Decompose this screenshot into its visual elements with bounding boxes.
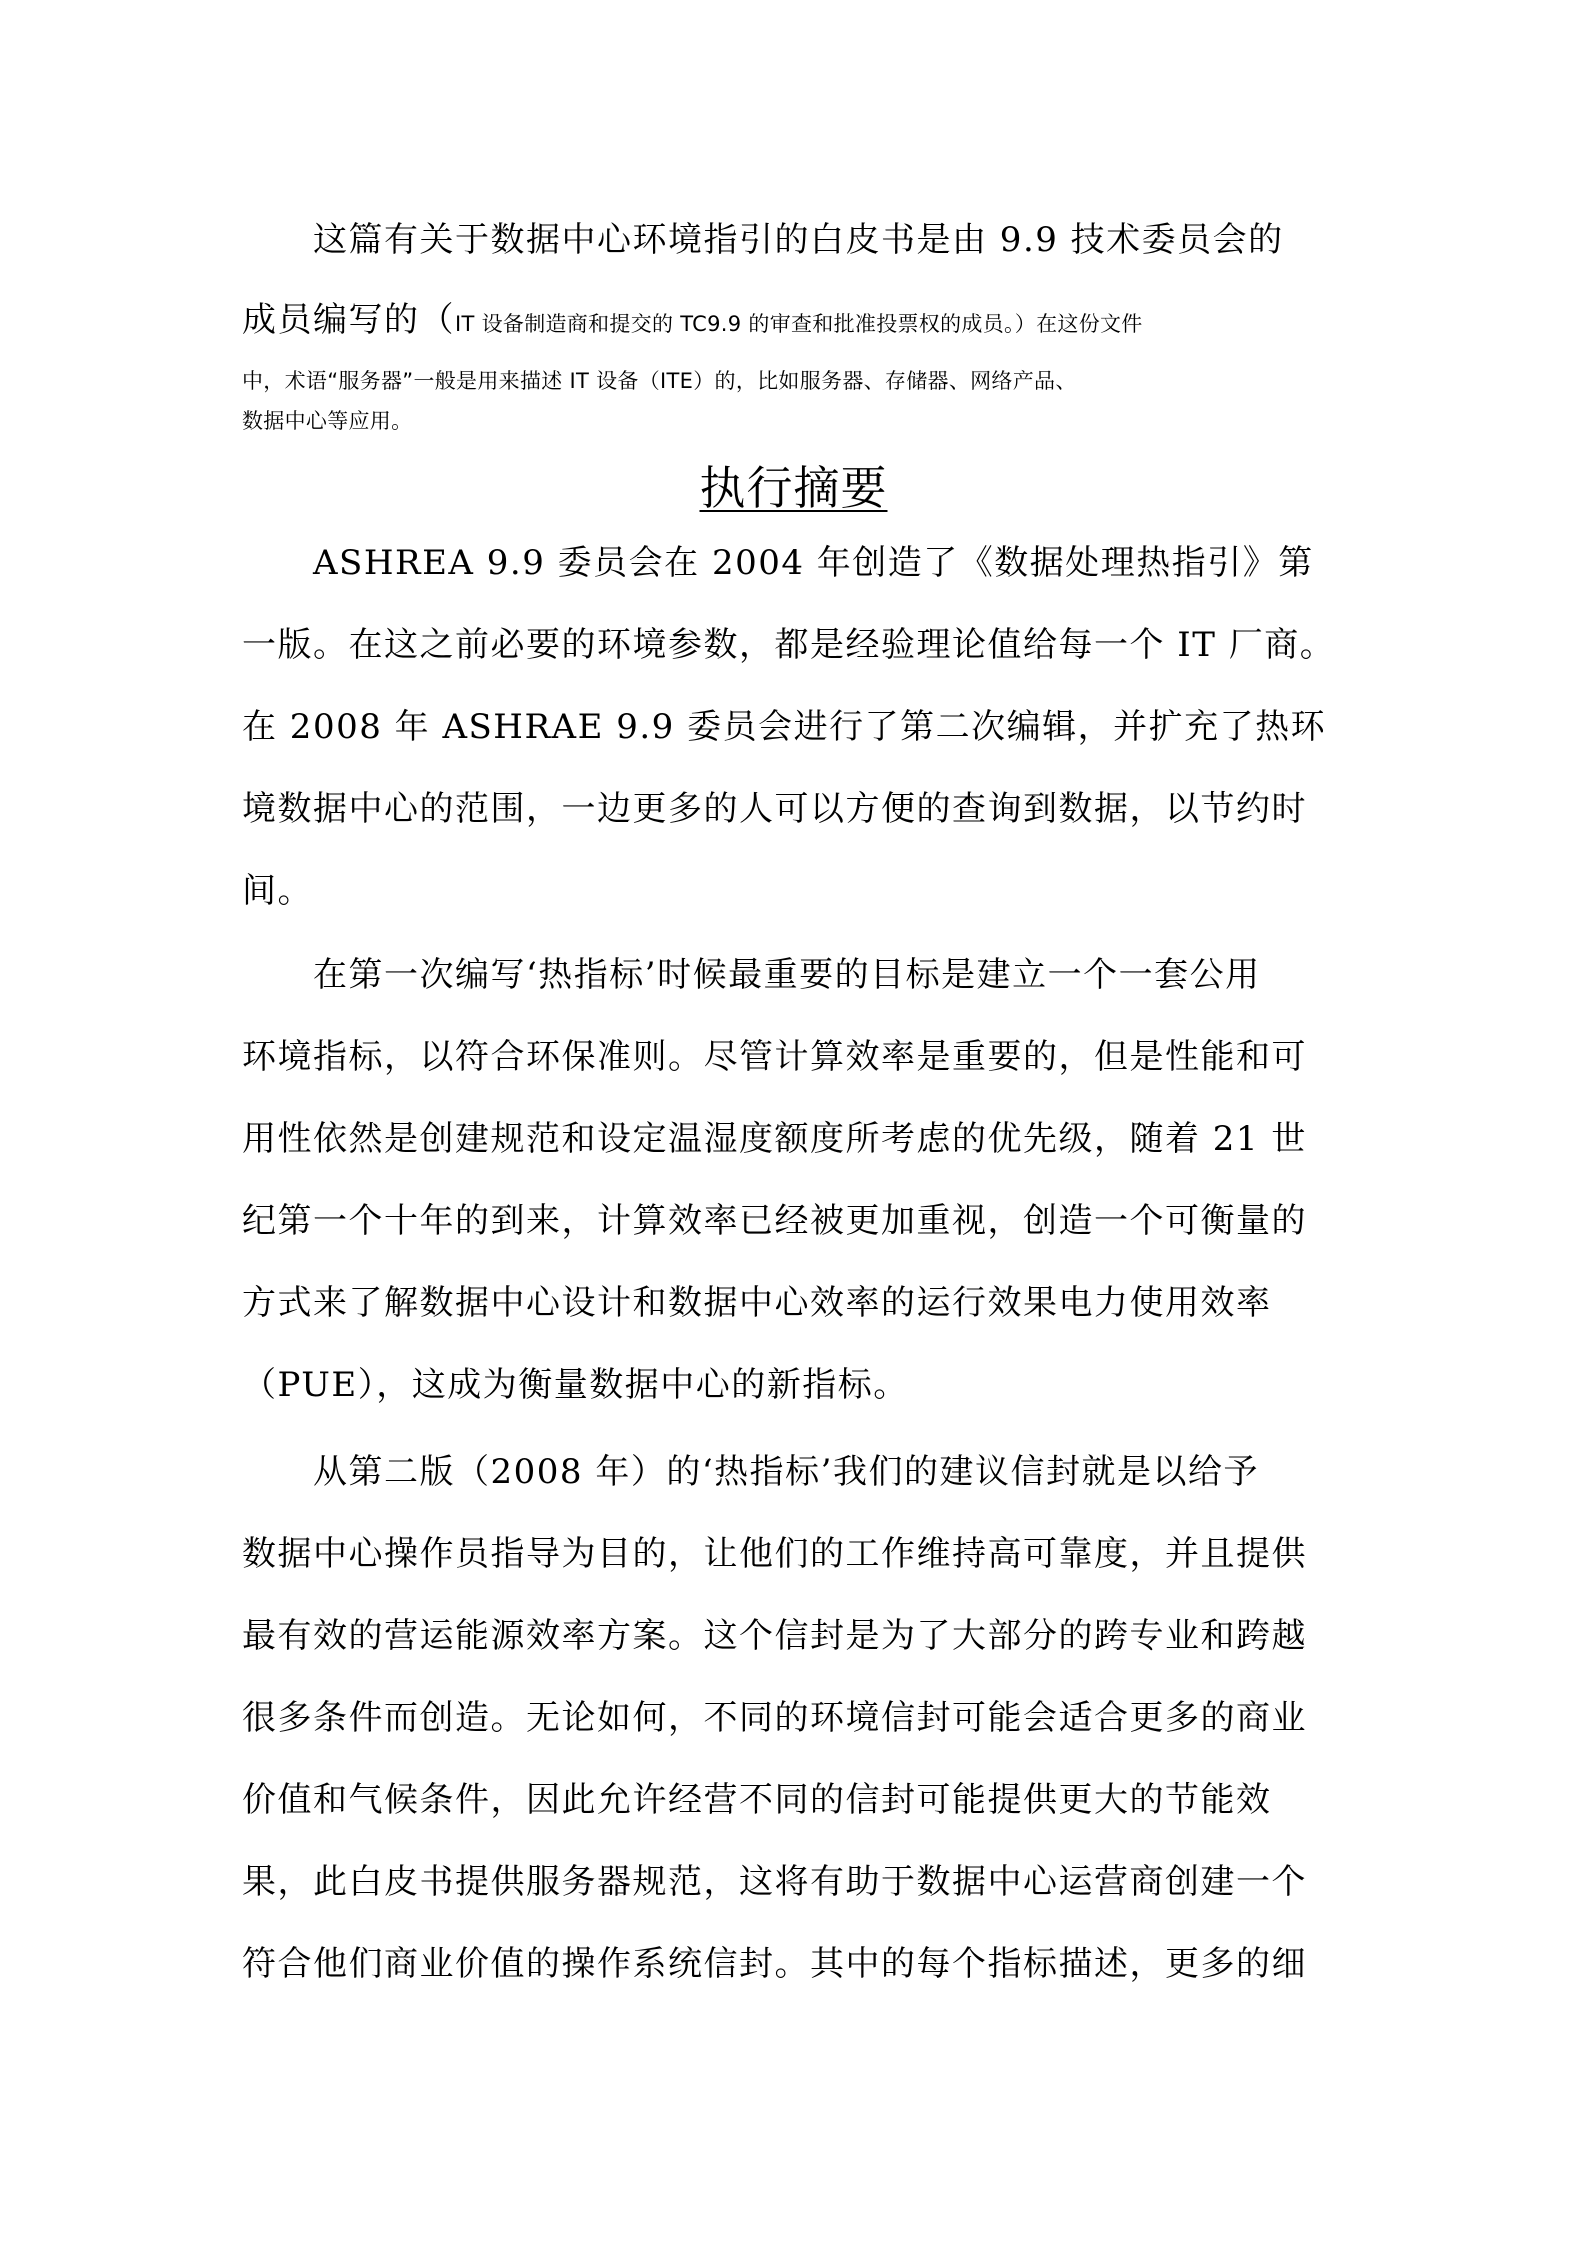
paragraph-3-line-2: 数据中心操作员指导为目的，让他们的工作维持高可靠度，并且提供: [242, 1534, 1307, 1574]
paragraph-3-line-4: 很多条件而创造。无论如何，不同的环境信封可能会适合更多的商业: [242, 1698, 1307, 1738]
section-title: 执行摘要: [699, 461, 888, 515]
paragraph-2-line-3: 用性依然是创建规范和设定温湿度额度所考虑的优先级，随着 21 世: [242, 1119, 1307, 1159]
intro-line-2-lead: 成员编写的（: [242, 300, 455, 340]
paragraph-2-line-1: 在第一次编写‘热指标’时候最重要的目标是建立一个一套公用: [313, 955, 1261, 995]
paragraph-1-line-4: 境数据中心的范围，一边更多的人可以方便的查询到数据，以节约时: [242, 789, 1307, 829]
paragraph-1-line-1: ASHREA 9.9 委员会在 2004 年创造了《数据处理热指引》第: [313, 543, 1314, 583]
intro-line-2-note: IT 设备制造商和提交的 TC9.9 的审查和批准投票权的成员。）在这份文件: [455, 312, 1143, 336]
paragraph-1-line-2: 一版。在这之前必要的环境参数，都是经验理论值给每一个 IT 厂商。: [242, 625, 1336, 665]
intro-line-1: 这篇有关于数据中心环境指引的白皮书是由 9.9 技术委员会的: [313, 220, 1284, 260]
paragraph-3-line-1: 从第二版（2008 年）的‘热指标’我们的建议信封就是以给予: [313, 1452, 1259, 1492]
paragraph-1-line-3: 在 2008 年 ASHRAE 9.9 委员会进行了第二次编辑，并扩充了热环: [242, 707, 1327, 747]
paragraph-2-line-4: 纪第一个十年的到来，计算效率已经被更加重视，创造一个可衡量的: [242, 1201, 1307, 1241]
paragraph-2-line-6: （PUE），这成为衡量数据中心的新指标。: [242, 1365, 909, 1405]
intro-line-3: 中，术语“服务器”一般是用来描述 IT 设备（ITE）的，比如服务器、存储器、网络产品、: [242, 369, 1077, 393]
paragraph-2-line-2: 环境指标，以符合环保准则。尽管计算效率是重要的，但是性能和可: [242, 1037, 1307, 1077]
paragraph-3-line-5: 价值和气候条件，因此允许经营不同的信封可能提供更大的节能效: [242, 1780, 1272, 1820]
paragraph-3-line-6: 果，此白皮书提供服务器规范，这将有助于数据中心运营商创建一个: [242, 1862, 1307, 1902]
paragraph-3-line-7: 符合他们商业价值的操作系统信封。其中的每个指标描述，更多的细: [242, 1944, 1307, 1984]
paragraph-1-line-5: 间。: [242, 871, 313, 911]
intro-line-2: [242, 300, 1354, 344]
intro-line-4: 数据中心等应用。: [242, 409, 413, 433]
paragraph-3-line-3: 最有效的营运能源效率方案。这个信封是为了大部分的跨专业和跨越: [242, 1616, 1307, 1656]
paragraph-2-line-5: 方式来了解数据中心设计和数据中心效率的运行效果电力使用效率: [242, 1283, 1272, 1323]
